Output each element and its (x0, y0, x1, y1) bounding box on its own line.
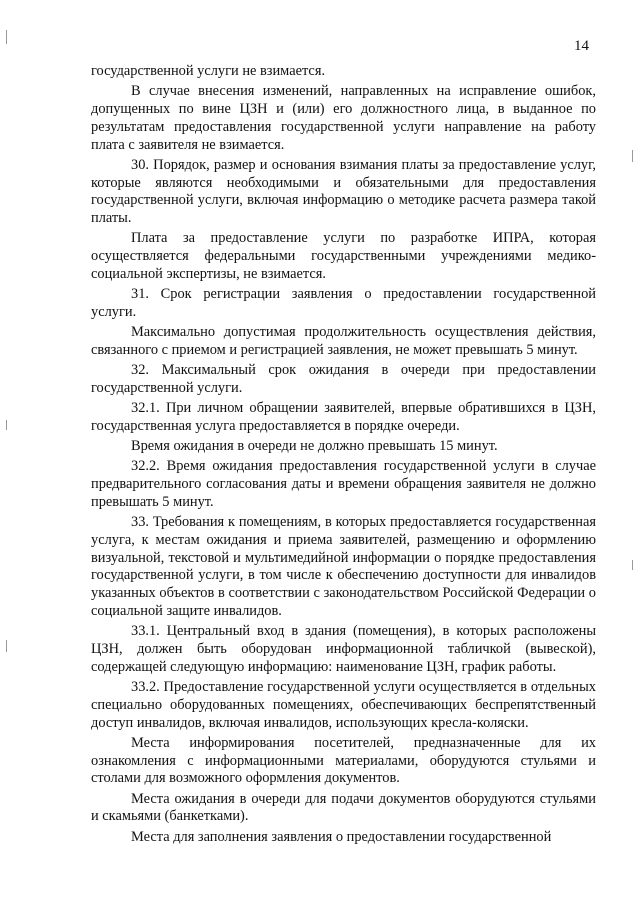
paragraph: 33. Требования к помещениям, в которых предоставляется государственная услуга, к местам ожидания и приема заявителей, размещению и оформлению визуальной, текстовой и мультимедийной информации о порядке предоставления государственной услуги, в том числе к обеспечению доступности для инвалидов указанных объектов в соответствии с законодательством Российской Федерации о социальной защите инвалидов. (91, 514, 596, 620)
paragraph: Плата за предоставление услуги по разработке ИПРА, которая осуществляется федеральными государственными учреждениями медико-социальной экспертизы, не взимается. (91, 230, 596, 282)
paragraph: В случае внесения изменений, направленных на исправление ошибок, допущенных по вине ЦЗН и (или) его должностного лица, в выданное по результатам предоставления государственной услуги направление на работу плата с заявителя не взимается. (91, 83, 596, 153)
paragraph: 33.2. Предоставление государственной услуги осуществляется в отдельных специально оборудованных помещениях, обеспечивающих беспрепятственный доступ инвалидов, включая инвалидов, использующих кресла-коляски. (91, 678, 596, 731)
paragraph: государственной услуги не взимается. (91, 63, 326, 79)
paragraph: 32.1. При личном обращении заявителей, впервые обратившихся в ЦЗН, государственная услуга предоставляется в порядке очереди. (91, 400, 596, 434)
paragraph: Места для заполнения заявления о предоставлении государственной (131, 828, 552, 845)
scan-edge-mark (6, 420, 7, 430)
paragraph: Максимально допустимая продолжительность осуществления действия, связанного с приемом и регистрацией заявления, не может превышать 5 минут. (91, 324, 596, 358)
scan-edge-mark (6, 640, 7, 652)
scan-edge-mark (632, 150, 633, 162)
scan-edge-mark (632, 560, 633, 570)
paragraph: 31. Срок регистрации заявления о предоставлении государственной услуги. (91, 286, 596, 320)
page-number: 14 (574, 38, 589, 54)
paragraph: 30. Порядок, размер и основания взимания платы за предоставление услуг, которые являются необходимыми и обязательными для предоставления государственной услуги, включая информацию о методике расчета размера такой платы. (91, 156, 596, 227)
paragraph: Время ожидания в очереди не должно превышать 15 минут. (131, 438, 498, 455)
paragraph: 33.1. Центральный вход в здания (помещения), в которых расположены ЦЗН, должен быть оборудован информационной табличкой (вывеской), содержащей следующую информацию: наименование ЦЗН, график работы. (91, 623, 596, 675)
paragraph: Места информирования посетителей, предназначенные для их ознакомления с информационными материалами, оборудуются стульями и столами для возможного оформления документов. (91, 734, 596, 787)
document-body (91, 63, 596, 849)
scan-edge-mark (6, 30, 7, 44)
paragraph: 32.2. Время ожидания предоставления государственной услуги в случае предварительного согласования даты и времени обращения заявителя не должно превышать 5 минут. (91, 458, 596, 510)
paragraph: Места ожидания в очереди для подачи документов оборудуются стульями и скамьями (банкетками). (91, 790, 596, 825)
paragraph: 32. Максимальный срок ожидания в очереди при предоставлении государственной услуги. (91, 362, 596, 396)
